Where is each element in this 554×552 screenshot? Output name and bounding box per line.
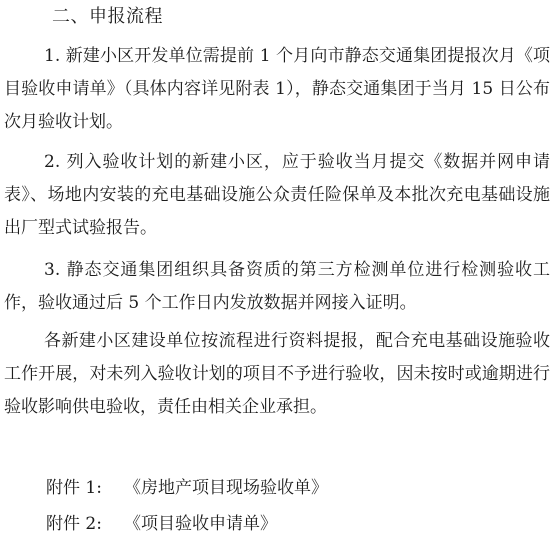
paragraph-step-2: 2. 列入验收计划的新建小区，应于验收当月提交《数据并网申请表》、场地内安装的充电基础设施公众责任险保单及本批次充电基础设施出厂型式试验报告。 xyxy=(4,152,550,238)
attachment-2-title: 《项目验收申请单》 xyxy=(124,514,277,534)
attachment-1-label: 附件 1: xyxy=(46,478,102,498)
paragraph-step-3: 3. 静态交通集团组织具备资质的第三方检测单位进行检测验收工作，验收通过后 5 个工作日内发放数据并网接入证明。 xyxy=(4,260,550,313)
paragraph-responsibility: 各新建小区建设单位按流程进行资料提报，配合充电基础设施验收工作开展，对未列入验收计划的项目不予进行验收，因未按时或逾期进行验收影响供电验收，责任由相关企业承担。 xyxy=(4,331,550,417)
attachment-1-title: 《房地产项目现场验收单》 xyxy=(124,478,328,498)
section-title: 二、申报流程 xyxy=(52,6,163,27)
attachment-2 xyxy=(46,511,277,537)
attachment-2-label: 附件 2: xyxy=(46,514,102,534)
paragraph-step-1: 1. 新建小区开发单位需提前 1 个月向市静态交通集团提报次月《项目验收申请单》（具体内容详见附表 1），静态交通集团于当月 15 日公布次月验收计划。 xyxy=(4,46,550,132)
attachment-1 xyxy=(46,475,328,501)
